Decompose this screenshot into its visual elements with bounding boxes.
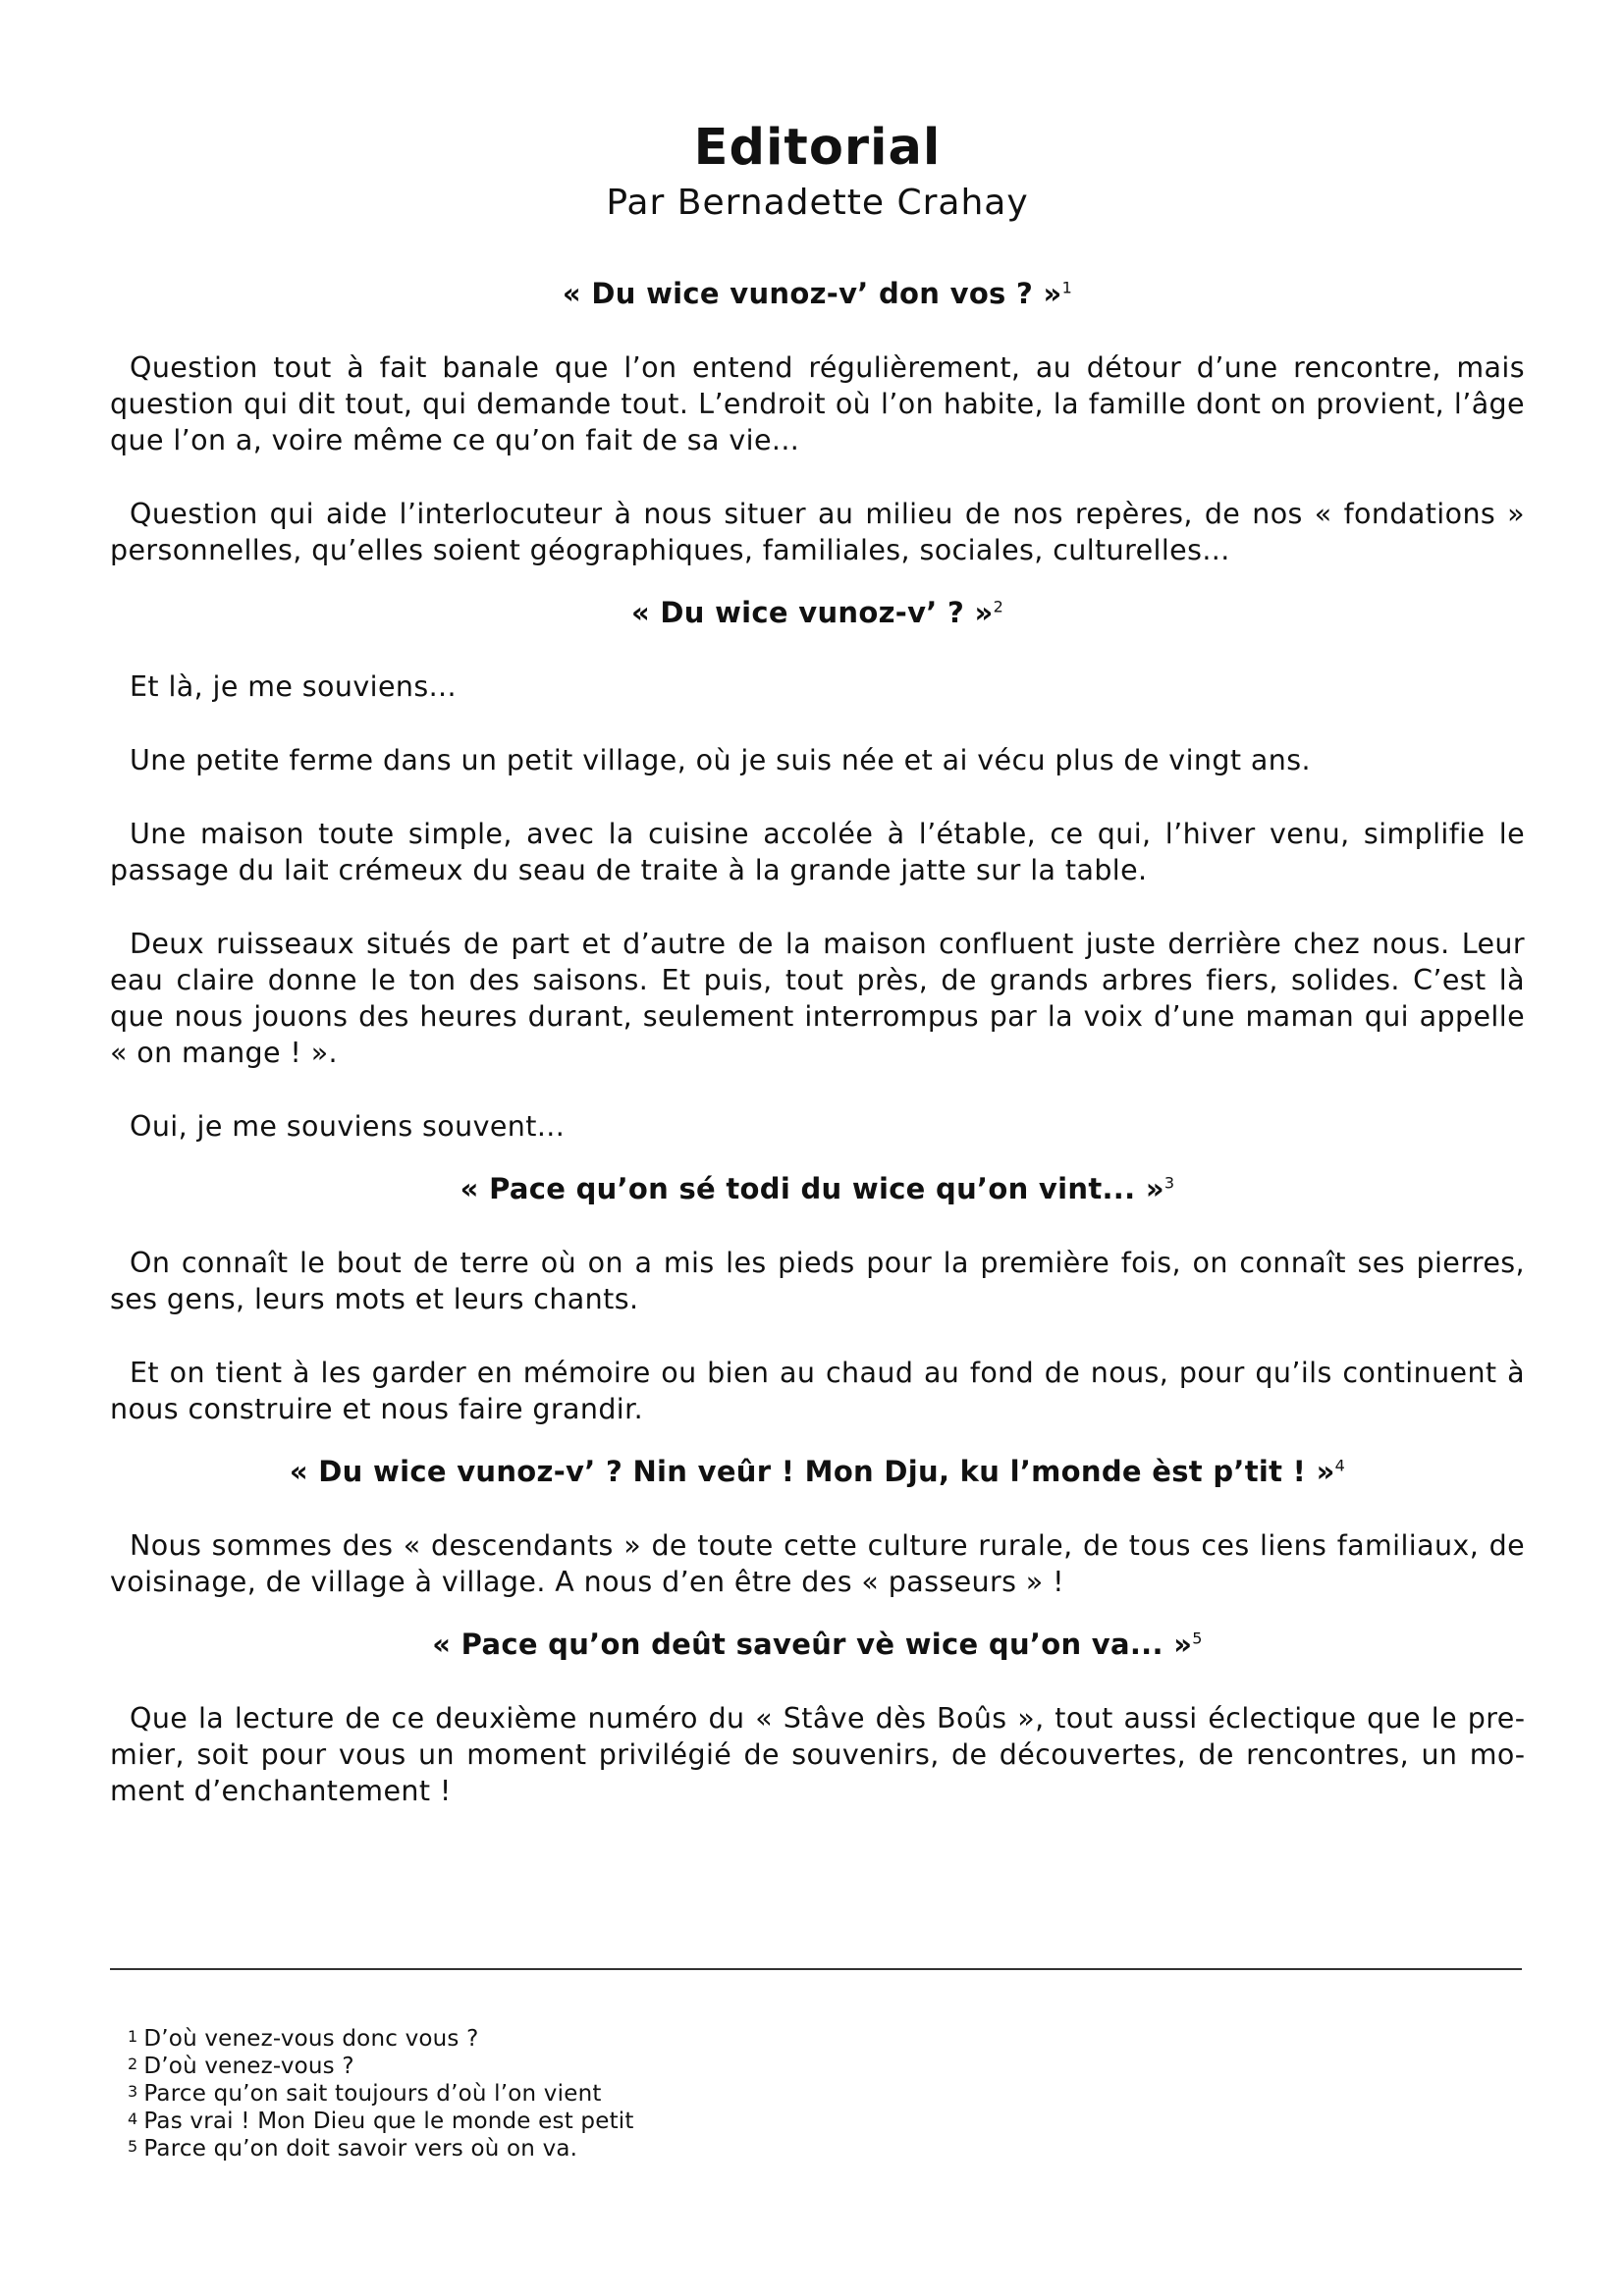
paragraph: Nous sommes des « descendants » de toute cette culture rurale, de tous ces liens familiaux, de voisinage, de village à village. A nous d’en être des « passeurs » !: [110, 1529, 1525, 1598]
footnote-text: Parce qu’on sait toujours d’où l’on vient: [143, 2081, 602, 2107]
footnote-divider: [110, 1968, 1522, 1970]
footnote-number: 3: [128, 2082, 138, 2101]
footnote-text: D’où venez-vous donc vous ?: [143, 2026, 479, 2052]
paragraph: Question tout à fait banale que l’on entend régulièrement, au détour d’une rencontre, mais question qui dit tout, qui demande tout. L’endroit où l’on habite, la famille dont on provient, l’âge que l’on a, voire même ce qu’on fait de sa vie...: [110, 351, 1525, 456]
editorial-page: [110, 118, 1525, 1809]
quote-text: « Du wice vunoz-v’ ? »: [630, 596, 994, 629]
quote-heading-2: [110, 594, 1525, 631]
quote-heading-5: [110, 1626, 1525, 1663]
footnote-ref: 4: [1334, 1456, 1346, 1475]
paragraph: Deux ruisseaux situés de part et d’autre de la maison confluent juste derrière chez nous. Leur eau claire donne le ton des saisons. Et puis, tout près, de grands arbres fiers, solides. C’est là que nous jouons des heures durant, seulement interrompus par la voix d’une maman qui appelle « on mange ! ».: [110, 928, 1525, 1069]
footnote-number: 1: [128, 2027, 138, 2046]
footnote-ref: 5: [1192, 1629, 1203, 1648]
footnote-ref: 2: [993, 597, 1004, 616]
footnote-number: 4: [128, 2109, 138, 2128]
paragraph: Que la lecture de ce deuxième numéro du « Stâve dès Boûs », tout aussi éclectique que le premier, soit pour vous un moment privilégié de souvenirs, de découvertes, de rencontres, un moment d’enchantement !: [110, 1702, 1525, 1807]
author-byline: Par Bernadette Crahay: [606, 183, 1029, 223]
footnotes: [128, 2024, 1109, 2162]
quote-heading-1: [110, 275, 1525, 312]
footnote-text: Pas vrai ! Mon Dieu que le monde est petit: [143, 2109, 634, 2134]
paragraph: Une maison toute simple, avec la cuisine accolée à l’étable, ce qui, l’hiver venu, simplifie le passage du lait crémeux du seau de traite à la grande jatte sur la table.: [110, 818, 1525, 886]
paragraph: Et on tient à les garder en mémoire ou bien au chaud au fond de nous, pour qu’ils continuent à nous construire et nous faire grandir.: [110, 1357, 1525, 1425]
footnote-ref: 3: [1163, 1173, 1175, 1193]
quote-heading-4: [110, 1453, 1525, 1490]
footnote-text: Parce qu’on doit savoir vers où on va.: [143, 2136, 578, 2162]
quote-text: « Du wice vunoz-v’ ? Nin veûr ! Mon Dju, ku l’monde èst p’tit ! »: [289, 1455, 1335, 1488]
quote-text: « Pace qu’on sé todi du wice qu’on vint... »: [460, 1172, 1164, 1205]
quote-heading-3: [110, 1170, 1525, 1207]
footnote-text: D’où venez-vous ?: [143, 2054, 354, 2079]
paragraph: Une petite ferme dans un petit village, où je suis née et ai vécu plus de vingt ans.: [130, 744, 1311, 776]
quote-text: « Pace qu’on deût saveûr vè wice qu’on va... »: [432, 1628, 1193, 1661]
footnote: [128, 2052, 1109, 2079]
paragraph: Et là, je me souviens...: [130, 670, 457, 703]
footnote: [128, 2024, 1109, 2052]
footnote: [128, 2079, 1109, 2107]
footnote-number: 2: [128, 2055, 138, 2073]
paragraph: On connaît le bout de terre où on a mis les pieds pour la première fois, on connaît ses pierres, ses gens, leurs mots et leurs chants.: [110, 1247, 1525, 1315]
page-title: Editorial: [693, 119, 942, 177]
footnote: [128, 2107, 1109, 2134]
paragraph: Question qui aide l’interlocuteur à nous situer au milieu de nos repères, de nos « fondations » personnelles, qu’elles soient géographiques, familiales, sociales, culturelles...: [110, 498, 1525, 566]
footnote: [128, 2134, 1109, 2162]
footnote-number: 5: [128, 2137, 138, 2156]
paragraph: Oui, je me souviens souvent...: [130, 1110, 566, 1143]
quote-text: « Du wice vunoz-v’ don vos ? »: [562, 277, 1062, 310]
footnote-ref: 1: [1061, 278, 1073, 297]
